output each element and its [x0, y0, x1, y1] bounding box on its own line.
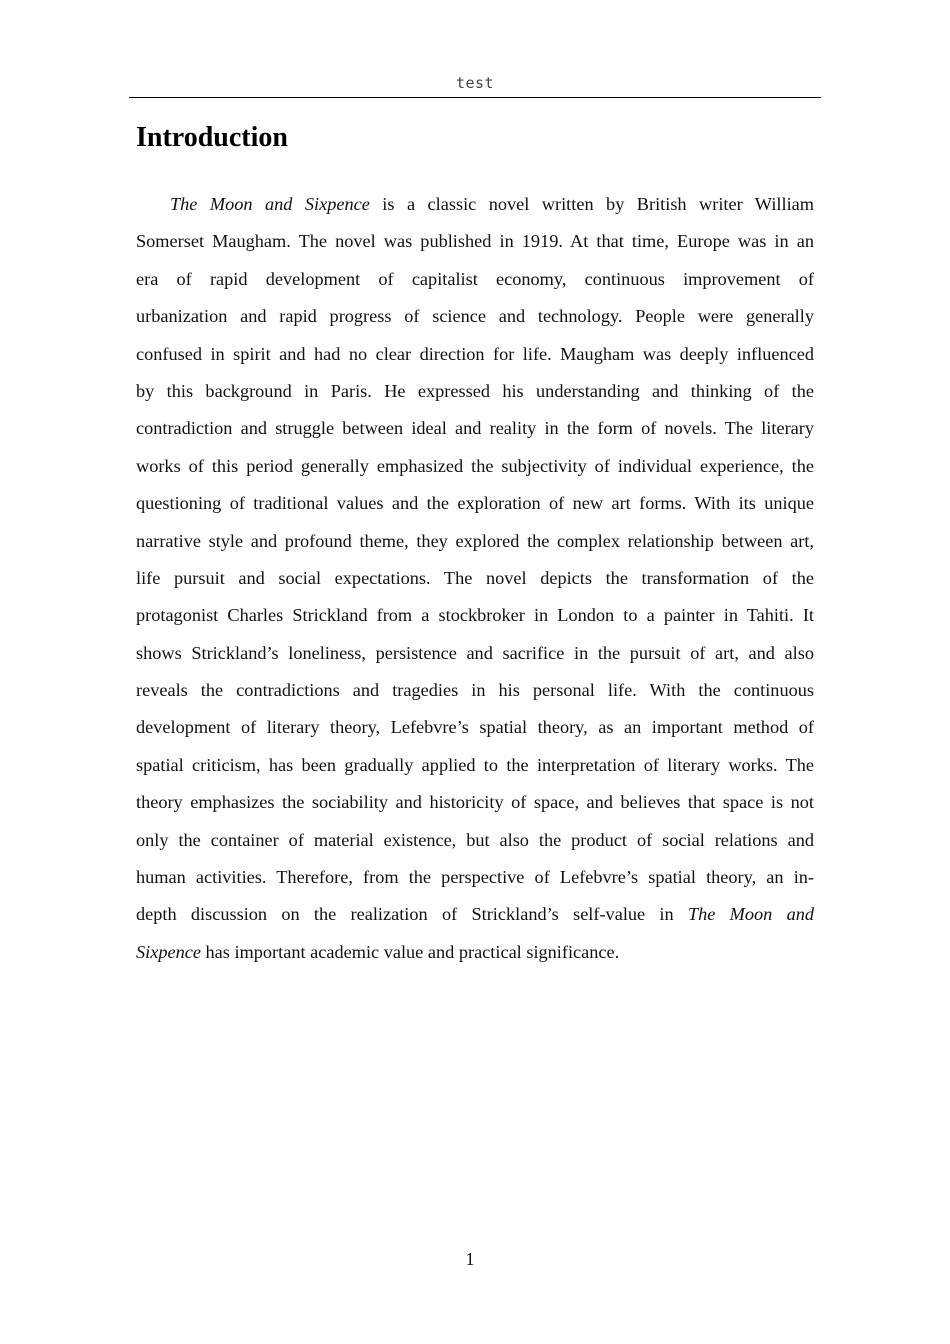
paragraph-line: Somerset Maugham. The novel was published in 1919. At that time, Europe was in an [136, 231, 814, 252]
book-title-italic: The Moon and [687, 904, 814, 925]
paragraph-line: questioning of traditional values and the exploration of new art forms. With its unique [136, 493, 814, 514]
paragraph-line: shows Strickland’s loneliness, persistence and sacrifice in the pursuit of art, and also [136, 642, 814, 663]
body-paragraph [136, 186, 814, 971]
paragraph-line: life pursuit and social expectations. The novel depicts the transformation of the [136, 567, 814, 588]
section-title: Introduction [136, 122, 288, 153]
paragraph-line: works of this period generally emphasized the subjectivity of individual experience, the [136, 455, 814, 476]
book-title-italic: The Moon and Sixpence [170, 194, 370, 214]
book-title-italic: Sixpence [136, 941, 201, 962]
paragraph-line [136, 934, 814, 971]
running-header: test [455, 74, 495, 92]
page-number: 1 [465, 1249, 475, 1269]
paragraph-line [136, 896, 814, 933]
line-text: is a classic novel written by British writer William [369, 194, 814, 214]
line-text: has important academic value and practical significance. [200, 941, 620, 962]
paragraph-line: narrative style and profound theme, they explored the complex relationship between art, [136, 530, 814, 551]
paragraph-line: era of rapid development of capitalist economy, continuous improvement of [136, 268, 814, 289]
paragraph-line: protagonist Charles Strickland from a stockbroker in London to a painter in Tahiti. It [136, 605, 814, 626]
paragraph-line: by this background in Paris. He expressed his understanding and thinking of the [136, 380, 814, 401]
paragraph-line: confused in spirit and had no clear direction for life. Maugham was deeply influenced [136, 343, 814, 364]
paragraph-line: theory emphasizes the sociability and historicity of space, and believes that space is not [136, 792, 814, 813]
paragraph-line: spatial criticism, has been gradually applied to the interpretation of literary works. The [136, 754, 814, 775]
header-rule [129, 97, 821, 98]
line-text: depth discussion on the realization of Strickland’s self-value in [136, 904, 688, 925]
paragraph-line: development of literary theory, Lefebvre’s spatial theory, as an important method of [136, 717, 814, 738]
paragraph-line: only the container of material existence, but also the product of social relations and [136, 829, 814, 850]
paragraph-line: urbanization and rapid progress of science and technology. People were generally [136, 306, 814, 327]
paragraph-line: contradiction and struggle between ideal and reality in the form of novels. The literary [136, 418, 814, 439]
paragraph-line [136, 186, 814, 223]
paragraph-line: human activities. Therefore, from the perspective of Lefebvre’s spatial theory, an in- [136, 867, 814, 888]
paragraph-line: reveals the contradictions and tragedies in his personal life. With the continuous [136, 680, 814, 701]
